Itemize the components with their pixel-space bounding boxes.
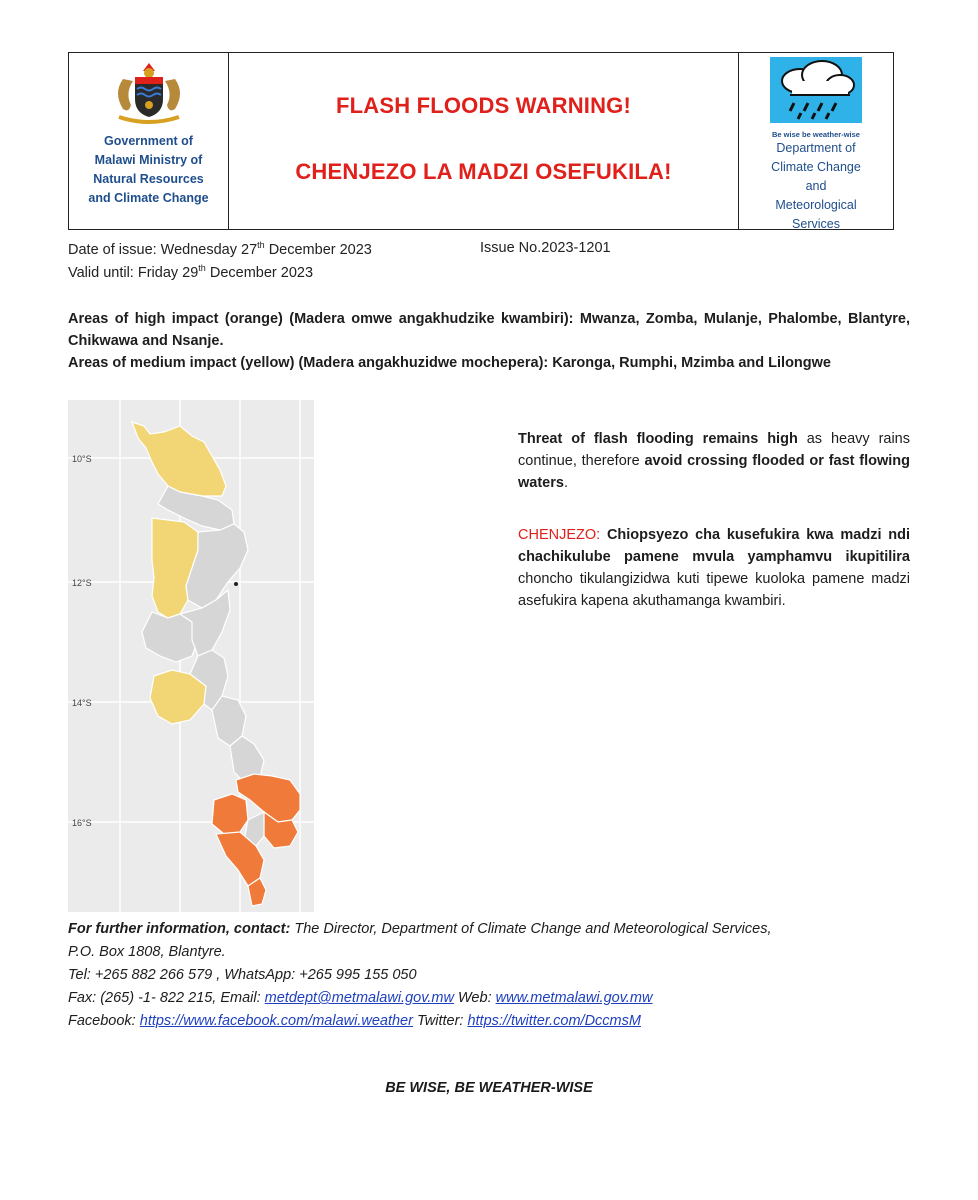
ministry-name: Government of Malawi Ministry of Natural Resources and Climate Change [88, 134, 209, 205]
medium-impact-areas: Areas of medium impact (yellow) (Madera angakhuzidwe mochepera): Karonga, Rumphi, Mzimba and Lilongwe [68, 355, 831, 371]
contact-info: For further information, contact: The Director, Department of Climate Change and Meteorological Services, P.O. Box 1808, Blantyre. Tel: +265 882 266 579 , WhatsApp: +265 995 155 050 Fax: (265) -1- 822 215, Email: metdept@metmalawi.gov.mw Web: www.metmalawi.gov.mw Facebook: https://www.facebook.com/malawi.weather Twitter: https://twitter.com/DccmsM [68, 918, 918, 1033]
high-impact-areas: Areas of high impact (orange) (Madera omwe angakhudzike kwambiri): Mwanza, Zomba, Mulanje, Phalombe, Blantyre, Chikwawa and Nsanje. [68, 311, 910, 349]
map-island-marker [234, 582, 238, 586]
department-name: Department of Climate Change and Meteorological Services [771, 141, 861, 231]
issue-number: Issue No.2023-1201 [480, 240, 611, 256]
map-region-mwanza [212, 794, 248, 834]
title-cell [229, 53, 739, 229]
department-cell [739, 53, 893, 229]
issue-date: Date of issue: Wednesday 27th December 2023 [68, 240, 372, 258]
threat-english: Threat of flash flooding remains high as heavy rains continue, therefore avoid crossing flooded or fast flowing waters. [518, 431, 910, 491]
coat-of-arms-icon [109, 59, 189, 125]
footer-motto: BE WISE, BE WEATHER-WISE [385, 1080, 593, 1096]
email-link[interactable]: metdept@metmalawi.gov.mw [264, 990, 454, 1006]
lat-label-16: 16°S [72, 818, 92, 828]
warning-title-english: FLASH FLOODS WARNING! [335, 93, 632, 118]
twitter-link[interactable]: https://twitter.com/DccmsM [467, 1013, 641, 1029]
valid-until: Valid until: Friday 29th December 2023 [68, 263, 314, 281]
facebook-link[interactable]: https://www.facebook.com/malawi.weather [139, 1013, 413, 1029]
threat-chichewa: CHENJEZO: Chiopsyezo cha kusefukira kwa madzi ndi chachikulube pamene mvula yamphamvu ikupitilira choncho tikulangizidwa kuti tipewe kuoloka pamene madzi asefukira kapena akuthamanga kwambiri. [518, 527, 910, 609]
department-motto: Be wise be weather-wise [772, 130, 860, 139]
lat-label-10: 10°S [72, 454, 92, 464]
website-link[interactable]: www.metmalawi.gov.mw [495, 990, 653, 1006]
ministry-cell [69, 53, 229, 229]
rain-cloud-icon [770, 57, 862, 123]
lat-label-12: 12°S [72, 578, 92, 588]
contact-lead: For further information, contact: [68, 921, 291, 937]
contact-phone: Tel: +265 882 266 579 , WhatsApp: +265 995 155 050 [68, 967, 417, 983]
header-box [68, 52, 894, 230]
lat-label-14: 14°S [72, 698, 92, 708]
warning-title-chichewa: CHENJEZO LA MADZI OSEFUKILA! [295, 159, 672, 184]
contact-address: P.O. Box 1808, Blantyre. [68, 944, 226, 960]
malawi-map [68, 400, 314, 912]
impact-map [68, 400, 314, 912]
